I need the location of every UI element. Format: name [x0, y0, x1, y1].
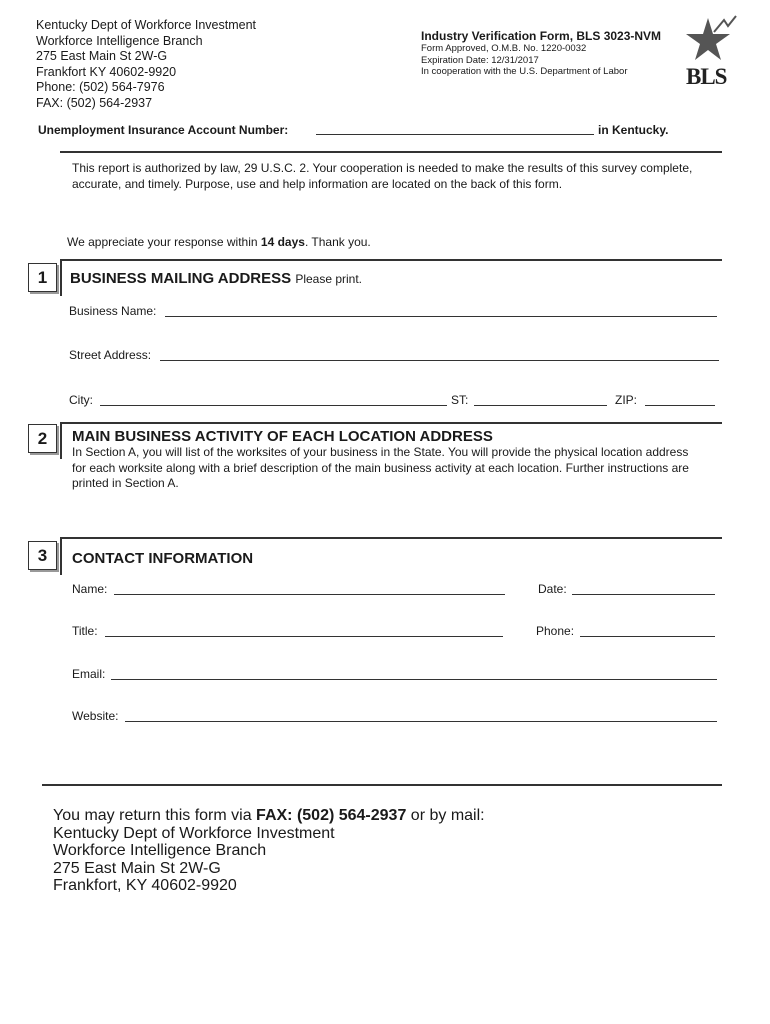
agency-address: [36, 18, 256, 111]
form-approval: Form Approved, O.M.B. No. 1220-0032: [421, 43, 587, 54]
section2-number: 2: [28, 424, 57, 453]
agency-street: 275 East Main St 2W-G: [36, 49, 168, 63]
return-address-line3: 275 East Main St 2W-G: [53, 859, 221, 877]
bls-logo-text: BLS: [686, 64, 727, 89]
contact-title-label: Title:: [72, 624, 98, 638]
form-header: [421, 29, 661, 78]
section1-top-rule: [60, 259, 722, 261]
section1-number: 1: [28, 263, 57, 292]
agency-name: Kentucky Dept of Workforce Investment: [36, 18, 257, 32]
section1-subtitle: Please print.: [295, 272, 363, 286]
section3-top-rule: [60, 537, 722, 539]
contact-website-field[interactable]: [125, 721, 717, 722]
contact-name-field[interactable]: [114, 594, 505, 595]
agency-city: Frankfort KY 40602-9920: [36, 64, 177, 79]
ui-account-field[interactable]: [316, 134, 594, 135]
form-cooperation: In cooperation with the U.S. Department of Labor: [421, 66, 628, 77]
contact-name-label: Name:: [72, 582, 108, 596]
section1-title: BUSINESS MAILING ADDRESS: [70, 270, 292, 287]
ui-account-suffix: in Kentucky.: [598, 123, 669, 137]
section2-title: MAIN BUSINESS ACTIVITY OF EACH LOCATION ADDRESS: [72, 428, 493, 445]
street-address-field[interactable]: [160, 360, 719, 361]
return-address-line4: Frankfort, KY 40602-9920: [53, 877, 237, 894]
ui-account-row: [38, 123, 288, 137]
section2-side-rule: [60, 422, 62, 459]
city-label: City:: [69, 393, 93, 407]
agency-phone: Phone: (502) 564-7976: [36, 80, 165, 94]
business-name-field[interactable]: [165, 316, 717, 317]
section1-title-row: [70, 270, 362, 287]
ui-account-label: Unemployment Insurance Account Number:: [38, 123, 289, 137]
business-name-label: Business Name:: [69, 304, 157, 318]
authorization-text: This report is authorized by law, 29 U.S.C. 2. Your cooperation is needed to make the results of this survey complete, accurate, and timely. Purpose, use and help information are located on the back of this form.: [72, 161, 693, 191]
return-instructions: [53, 807, 485, 895]
contact-website-label: Website:: [72, 709, 119, 723]
section1-side-rule: [60, 259, 62, 296]
section2-top-rule: [60, 422, 722, 424]
state-field[interactable]: [474, 405, 607, 406]
contact-email-label: Email:: [72, 667, 106, 681]
agency-fax: FAX: (502) 564-2937: [36, 95, 153, 110]
footer-divider: [42, 784, 722, 786]
contact-date-field[interactable]: [572, 594, 715, 595]
contact-phone-field[interactable]: [580, 636, 715, 637]
bls-logo: [684, 14, 744, 88]
form-title: Industry Verification Form, BLS 3023-NVM: [421, 29, 662, 43]
street-address-label: Street Address:: [69, 348, 152, 362]
section3-title: CONTACT INFORMATION: [72, 550, 254, 567]
contact-date-label: Date:: [538, 582, 567, 596]
city-field[interactable]: [100, 405, 447, 406]
contact-phone-label: Phone:: [536, 624, 575, 638]
return-via: You may return this form via FAX: (502) 564-2937 or by mail:: [53, 807, 485, 824]
section3-number: 3: [28, 541, 57, 570]
zip-field[interactable]: [645, 405, 715, 406]
header-divider: [60, 151, 722, 153]
section2-body: In Section A, you will list of the worksites of your business in the State. You will provide the physical location address for each worksite along with a brief description of the main business activity at each location. Further instructions are printed in Section A.: [72, 445, 689, 490]
section3-side-rule: [60, 537, 62, 575]
state-label: ST:: [451, 393, 469, 407]
form-expiration: Expiration Date: 12/31/2017: [421, 54, 539, 66]
star-icon: [684, 14, 744, 66]
contact-title-field[interactable]: [105, 636, 503, 637]
zip-label: ZIP:: [615, 393, 638, 407]
agency-branch: Workforce Intelligence Branch: [36, 33, 203, 48]
return-address-line2: Workforce Intelligence Branch: [53, 842, 267, 859]
appreciation-text: We appreciate your response within 14 days. Thank you.: [67, 235, 371, 249]
contact-email-field[interactable]: [111, 679, 717, 680]
return-address-line1: Kentucky Dept of Workforce Investment: [53, 824, 335, 842]
